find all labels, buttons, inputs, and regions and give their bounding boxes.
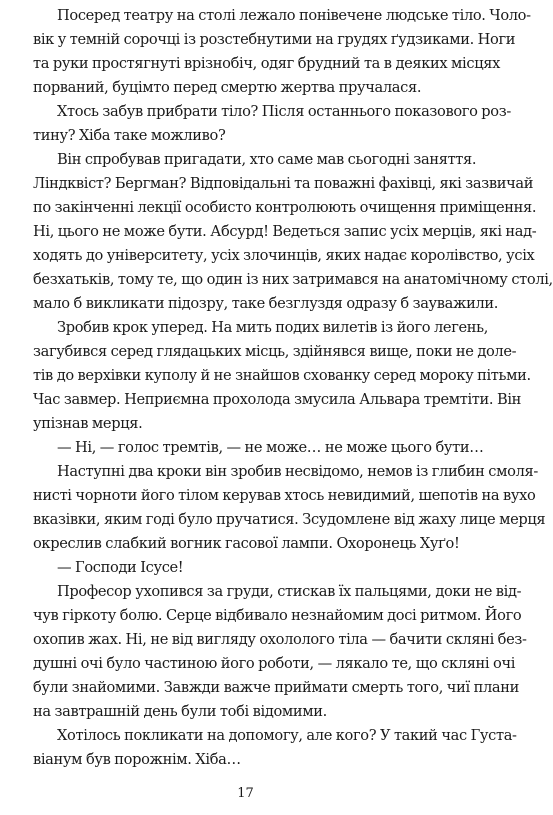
text-line: охопив жах. Ні, не від вигляду охололого тіла — бачити скляні без- (33, 631, 527, 648)
text-line: Хтось забув прибрати тіло? Після останнього показового роз- (57, 103, 511, 120)
text-line: душні очі було частиною його роботи, — лякало те, що скляні очі (33, 655, 516, 672)
text-line: по закінченні лекції особисто контролюють очищення приміщення. (33, 199, 537, 216)
text-line: безхатьків, тому те, що один із них затримався на анатомічному столі, (33, 271, 553, 288)
text-line: та руки простягнуті врізнобіч, одяг брудний та в деяких місцях (33, 55, 500, 72)
text-line: Ні, цього не може бути. Абсурд! Ведеться запис усіх мерців, які над- (33, 223, 537, 240)
text-line: тів до верхівки куполу й не знайшов схованку серед мороку пітьми. (33, 367, 531, 384)
text-line: тину? Хіба таке можливо? (33, 127, 226, 144)
text-line: Наступні два кроки він зробив несвідомо, немов із глибин смоля- (57, 463, 538, 480)
text-line: вік у темній сорочці із розстебнутими на грудях ґудзиками. Ноги (33, 31, 516, 48)
page-number: 17 (237, 786, 254, 801)
text-line: мало б викликати підозру, таке безглуздя одразу б зауважили. (33, 295, 499, 312)
text-line: Хотілось покликати на допомогу, але кого? У такий час Густа- (57, 727, 517, 744)
text-line: порваний, буцімто перед смертю жертва пручалася. (33, 79, 422, 96)
text-line: Час завмер. Неприємна прохолода змусила Альвара тремтіти. Він (33, 391, 522, 408)
text-line: Ліндквіст? Бергман? Відповідальні та поважні фахівці, які зазвичай (33, 175, 534, 192)
text-line: окреслив слабкий вогник гасової лампи. Охоронець Хуґо! (33, 535, 460, 552)
text-line: ходять до університету, усіх злочинців, яких надає королівство, усіх (33, 247, 535, 264)
text-line: були знайомими. Завжди важче приймати смерть того, чиї плани (33, 679, 519, 696)
text-line: Він спробував пригадати, хто саме мав сьогодні заняття. (57, 151, 477, 168)
text-line: Зробив крок уперед. На мить подих вилетів із його легень, (57, 319, 489, 336)
text-line: загубився серед глядацьких місць, здійнявся вище, поки не доле- (33, 343, 517, 360)
text-line: Професор ухопився за груди, стискав їх пальцями, доки не від- (57, 583, 522, 600)
text-line: на завтрашній день були тобі відомими. (33, 703, 327, 720)
text-line: вказівки, яким годі було пручатися. Зсудомлене від жаху лице мерця (33, 511, 546, 528)
text-line: чув гіркоту болю. Серце відбивало незнайомим досі ритмом. Його (33, 607, 522, 624)
text-line: Посеред театру на столі лежало понівечене людське тіло. Чоло- (57, 7, 531, 24)
text-line: нисті чорноти його тілом керував хтось невидимий, шепотів на вуxo (33, 487, 536, 504)
text-line: — Ні, — голос тремтів, — не може… не може цього бути… (57, 439, 484, 456)
text-line: — Господи Ісусе! (57, 559, 184, 576)
text-line: віанум був порожнім. Хіба… (33, 751, 241, 768)
text-line: упізнав мерця. (33, 415, 143, 432)
